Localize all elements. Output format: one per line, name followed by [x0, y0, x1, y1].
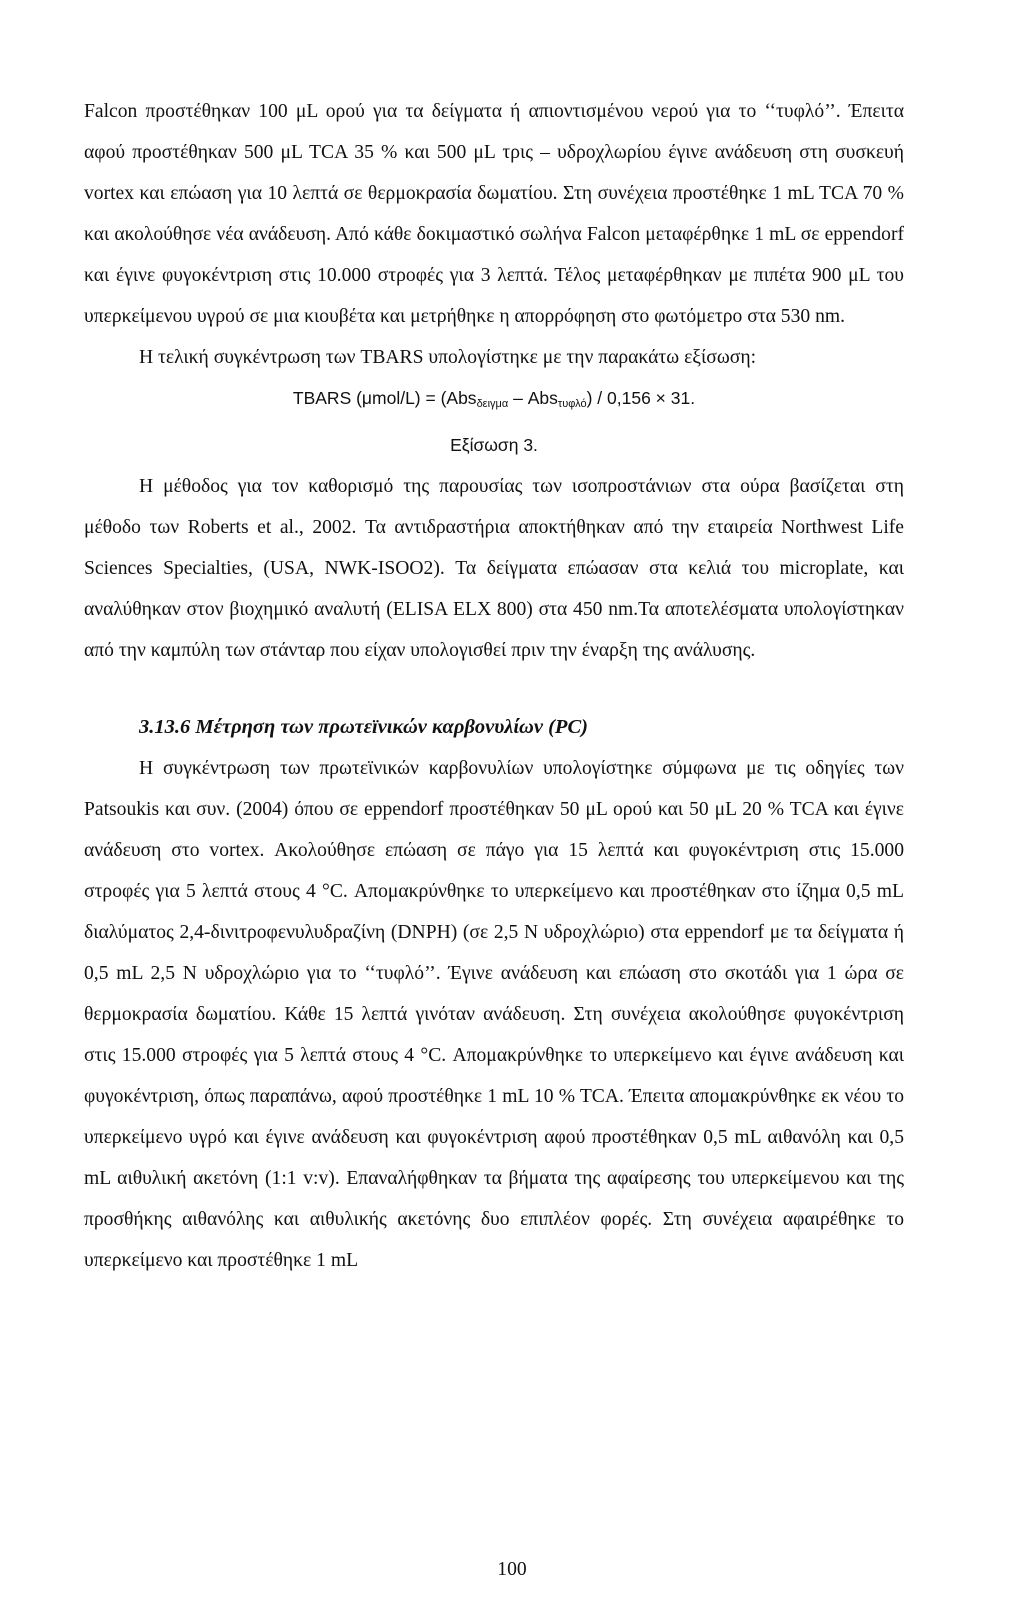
- paragraph-carbonyls-procedure: Η συγκέντρωση των πρωτεϊνικών καρβονυλίων υπολογίστηκε σύμφωνα με τις οδηγίες των Patsoukis και συν. (2004) όπου σε eppendorf προστέθηκαν 50 μL ορού και 50 μL 20 % TCA και έγινε ανάδευση στο vortex. Ακολούθησε επώαση σε πάγο για 15 λεπτά και φυγοκέντριση στις 15.000 στροφές για 5 λεπτά στους 4 °C. Απομακρύνθηκε το υπερκείμενο και προστέθηκαν στο ίζημα 0,5 mL διαλύματος 2,4-δινιτροφενυλυδραζίνη (DNPH) (σε 2,5 N υδροχλώριο) στα eppendorf με τα δείγματα ή 0,5 mL 2,5 N υδροχλώριο για το ‘‘τυφλό’’. Έγινε ανάδευση και επώαση στο σκοτάδι για 1 ώρα σε θερμοκρασία δωματίου. Κάθε 15 λεπτά γινόταν ανάδευση. Στη συνέχεια ακολούθησε φυγοκέντριση στις 15.000 στροφές για 5 λεπτά στους 4 °C. Απομακρύνθηκε το υπερκείμενο και έγινε ανάδευση και φυγοκέντριση, όπως παραπάνω, αφού προστέθηκε 1 mL 10 % TCA. Έπειτα απομακρύνθηκε εκ νέου το υπερκείμενο υγρό και έγινε ανάδευση και φυγοκέντριση αφού προστέθηκαν 0,5 mL αιθανόλη και 0,5 mL αιθυλική ακετόνη (1:1 v:v). Επαναλήφθηκαν τα βήματα της αφαίρεσης του υπερκείμενου και της προσθήκης αιθανόλης και αιθυλικής ακετόνης δυο επιπλέον φορές. Στη συνέχεια αφαιρέθηκε το υπερκείμενο και προστέθηκε 1 mL: [84, 758, 904, 1271]
- equation-mid: – Abs: [508, 388, 558, 408]
- page-number: 100: [497, 1559, 527, 1580]
- equation-sub-blank: τυφλό: [557, 398, 587, 410]
- equation-label: Εξίσωση 3.: [450, 435, 538, 455]
- document-page: [84, 91, 904, 1281]
- section-heading: 3.13.6 Μέτρηση των πρωτεϊνικών καρβονυλίων (PC): [139, 716, 588, 738]
- equation-rhs: ) / 0,156 × 31.: [586, 388, 696, 408]
- equation-sub-sample: δειγμα: [476, 398, 509, 410]
- paragraph-tbars-procedure: Falcon προστέθηκαν 100 μL ορού για τα δείγματα ή απιοντισμένου νερού για το ‘‘τυφλό’’. Έπειτα αφού προστέθηκαν 500 μL TCA 35 % και 500 μL τρις – υδροχλωρίου έγινε ανάδευση στη συσκευή vortex και επώαση για 10 λεπτά σε θερμοκρασία δωματίου. Στη συνέχεια προστέθηκε 1 mL TCA 70 % και ακολούθησε νέα ανάδευση. Από κάθε δοκιμαστικό σωλήνα Falcon μεταφέρθηκε 1 mL σε eppendorf και έγινε φυγοκέντριση στις 10.000 στροφές για 3 λεπτά. Τέλος μεταφέρθηκαν με πιπέτα 900 μL του υπερκείμενου υγρού σε μια κιουβέτα και μετρήθηκε η απορρόφηση στο φωτόμετρο στα 530 nm.: [84, 101, 904, 327]
- equation-tbars: [84, 378, 904, 425]
- paragraph-tbars-equation-intro: Η τελική συγκέντρωση των TBARS υπολογίστηκε με την παρακάτω εξίσωση:: [139, 347, 757, 368]
- equation-lhs: TBARS (μmol/L) = (Abs: [292, 388, 477, 408]
- paragraph-isoprostanes: Η μέθοδος για τον καθορισμό της παρουσίας των ισοπροστάνιων στα ούρα βασίζεται στη μέθοδο των Roberts et al., 2002. Τα αντιδραστήρια αποκτήθηκαν από την εταιρεία Northwest Life Sciences Specialties, (USA, NWK-ISOO2). Τα δείγματα επώασαν στα κελιά του microplate, και αναλύθηκαν στον βιοχημικό αναλυτή (ELISA ELX 800) στα 450 nm.Τα αποτελέσματα υπολογίστηκαν από την καμπύλη των στάνταρ που είχαν υπολογισθεί πριν την έναρξη της ανάλυσης.: [84, 476, 904, 661]
